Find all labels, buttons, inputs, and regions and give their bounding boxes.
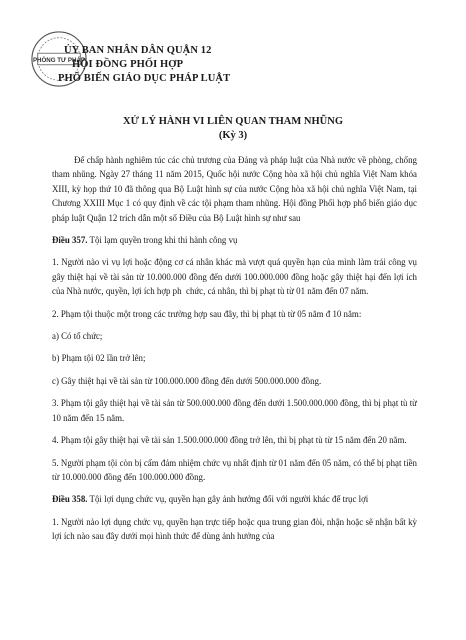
article-357-clause-3: 3. Phạm tội gây thiệt hại về tài sản từ 500.000.000 đồng đến dưới 1.500.000.000 đồng, thì bị phạt tù từ 10 năm đến 15 năm.: [52, 398, 417, 423]
stamp-label: PHÒNG TƯ PHÁP: [32, 56, 86, 64]
document-title: XỬ LÝ HÀNH VI LIÊN QUAN THAM NHŨNG: [122, 116, 344, 127]
article-357-heading: [52, 233, 417, 247]
article-358-title: Tội lợi dụng chức vụ, quyền hạn gây ảnh hưởng đối với người khác để trục lợi: [87, 494, 369, 505]
faded-text: ​: [181, 286, 184, 297]
article-358-heading: [52, 492, 417, 506]
document-subtitle: (Kỳ 3): [218, 130, 248, 141]
authority-line-1: ỦY BAN NHÂN DÂN QUẬN 12: [64, 45, 212, 56]
clause-2-text-b: 10 năm:: [332, 308, 362, 319]
article-358-clause-1: 1. Người nào lợi dụng chức vụ, quyền hạn trực tiếp hoặc qua trung gian đòi, nhận hoặc sẽ nhận bất kỳ lợi ích nào sau đây dưới mọi hình thức để dùng ảnh hưởng của: [52, 516, 417, 542]
article-357-point-b: b) Phạm tội 02 lần trở lên;: [52, 353, 146, 364]
article-357-clause-1: [52, 255, 417, 298]
article-357-point-a: a) Có tổ chức;: [52, 331, 103, 342]
authority-line-3: PHỔ BIẾN GIÁO DỤC PHÁP LUẬT: [58, 73, 231, 84]
article-357-clause-2: [52, 307, 417, 321]
article-357-clause-5: 5. Người phạm tội còn bị cấm đảm nhiệm chức vụ nhất định từ 01 năm đến 05 năm, có thể bị phạt tiền từ 10.000.000 đồng đến 100.000.000 đồng.: [52, 457, 417, 482]
document-body: [52, 153, 417, 548]
clause-1-text-b: chức, cá nhân, thì bị phạt tù từ 01 năm đến 07 năm.: [186, 286, 369, 297]
article-357-point-c: c) Gây thiệt hại về tài sản từ 100.000.000 đồng đến dưới 500.000.000 đồng.: [52, 375, 322, 386]
intro-paragraph: Để chấp hành nghiêm túc các chủ trương của Đảng và pháp luật của Nhà nước về phòng, chống tham nhũng. Ngày 27 tháng 11 năm 2015, Quốc hội nước Cộng hòa xã hội chủ nghĩa Việt Nam khóa XIII, kỳ họp thứ 10 đã thông qua Bộ Luật hình sự của nước Cộng hòa xã hội chủ nghĩa Việt Nam, tại Chương XXIII Mục 1 có quy định về các tội phạm tham nhũng. Hội đồng Phối hợp phổ biến giáo dục pháp luật Quận 12 trích dẫn một số Điều của Bộ Luật hình sự như sau: [52, 155, 417, 223]
clause-1-text-a: 1. Người nào vì vụ lợi hoặc động cơ cá nhân khác mà vượt quá quyền hạn của mình làm trái công vụ gây thiệt hại về tài sản từ 10.000.000 đồng đến dưới 100.000.000 đồng hoặc gây thiệt hại đến lợi ích của Nhà nước, quyền, lợi ích hợp ph: [52, 257, 417, 297]
authority-line-2: HỘI ĐỒNG PHỐI HỢP: [72, 59, 184, 70]
article-357-title: Tội lạm quyền trong khi thi hành công vụ: [87, 235, 238, 246]
article-357-clause-4: 4. Phạm tội gây thiệt hại về tài sản 1.500.000.000 đồng trở lên, thì bị phạt tù từ 15 năm đến 20 năm.: [52, 435, 407, 446]
clause-2-text-a: 2. Phạm tội thuộc một trong các trường hợp sau đây, thì bị phạt tù từ 05 năm đ: [52, 308, 331, 319]
article-358-label: Điều 358.: [52, 494, 88, 505]
article-357-label: Điều 357.: [52, 235, 88, 246]
